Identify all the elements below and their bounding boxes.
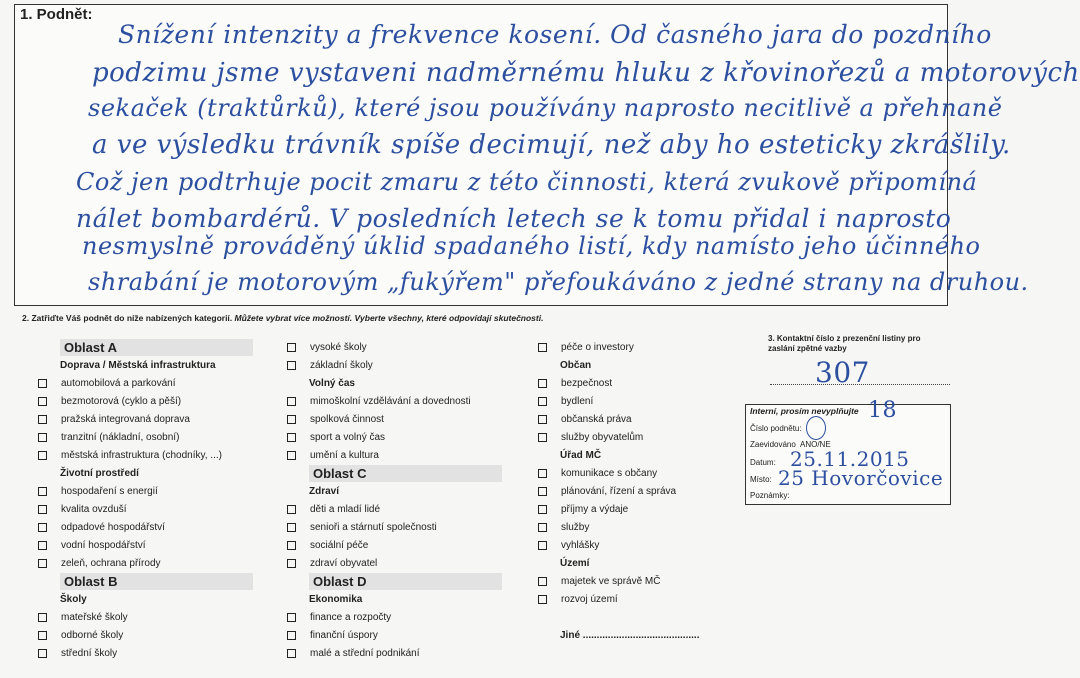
checkbox[interactable]: [287, 505, 296, 514]
zaevidovano-label: Zaevidováno: [750, 440, 796, 449]
cislo-circle: [806, 416, 826, 440]
category-label: finance a rozpočty: [310, 611, 392, 623]
checkbox[interactable]: [287, 631, 296, 640]
category-label: sociální péče: [310, 539, 369, 551]
jine-field[interactable]: Jiné ..........................................: [560, 629, 700, 641]
category-label: umění a kultura: [310, 449, 379, 461]
checkbox[interactable]: [38, 433, 47, 442]
handwriting-line: Snížení intenzity a frekvence kosení. Od časného jara do pozdního: [118, 20, 992, 49]
checkbox[interactable]: [38, 415, 47, 424]
category-label: senioři a stárnutí společnosti: [310, 521, 437, 533]
category-label: bydlení: [561, 395, 594, 407]
category-label: zdraví obyvatel: [310, 557, 378, 569]
handwriting-line: sekaček (traktůrků), které jsou používány naprosto necitlivě a přehnaně: [88, 94, 1003, 122]
checkbox[interactable]: [538, 541, 547, 550]
handwriting-line: nálet bombardérů. V posledních letech se k tomu přidal i naprosto: [76, 204, 952, 233]
category-label: sport a volný čas: [310, 431, 386, 443]
category-column-1: [38, 338, 253, 662]
misto-value: 25 Hovorčovice: [778, 466, 944, 490]
checkbox[interactable]: [287, 397, 296, 406]
area-a-heading: Oblast A: [60, 339, 253, 356]
category-label: mimoškolní vzdělávání a dovednosti: [310, 395, 471, 407]
category-label: finanční úspory: [310, 629, 378, 641]
urad-heading: Úřad MČ: [560, 449, 602, 461]
category-label: děti a mladí lidé: [310, 503, 381, 515]
checkbox[interactable]: [538, 487, 547, 496]
category-label: tranzitní (nákladní, osobní): [61, 431, 180, 443]
zdravi-heading: Zdraví: [309, 485, 340, 497]
handwriting-line: Což jen podtrhuje pocit zmaru z této činnosti, která zvukově připomíná: [76, 168, 978, 196]
category-label: péče o investory: [561, 341, 634, 353]
uzemi-heading: Území: [560, 557, 590, 569]
handwriting-line: nesmyslně prováděný úklid spadaného listí, kdy namísto jeho účinného: [82, 232, 981, 260]
podnet-title: 1. Podnět:: [20, 6, 93, 23]
category-label: spolková činnost: [310, 413, 384, 425]
ano-ne-value: ANO/NE: [800, 440, 831, 449]
datum-value: 25.11.2015: [790, 447, 910, 471]
checkbox[interactable]: [38, 379, 47, 388]
category-label: mateřské školy: [61, 611, 128, 623]
category-label: vyhlášky: [561, 539, 600, 551]
checkbox[interactable]: [38, 397, 47, 406]
checkbox[interactable]: [38, 487, 47, 496]
checkbox[interactable]: [538, 595, 547, 604]
zivotni-heading: Životní prostředí: [60, 467, 139, 479]
checkbox[interactable]: [38, 451, 47, 460]
area-c-heading: Oblast C: [309, 465, 502, 482]
category-label: vysoké školy: [310, 341, 367, 353]
category-label: majetek ve správě MČ: [561, 575, 661, 587]
category-label: odpadové hospodářství: [61, 521, 165, 533]
checkbox[interactable]: [287, 649, 296, 658]
volny-cas-heading: Volný čas: [309, 377, 355, 389]
category-label: hospodaření s energií: [61, 485, 158, 497]
category-label: kvalita ovzduší: [61, 503, 127, 515]
ekonomika-heading: Ekonomika: [309, 593, 363, 605]
checkbox[interactable]: [538, 469, 547, 478]
internal-title: Interní, prosím nevyplňujte: [750, 406, 859, 416]
checkbox[interactable]: [287, 415, 296, 424]
checkbox[interactable]: [538, 505, 547, 514]
section2-label: 2. Zatřiďte Váš podnět do níže nabízených kategorií.: [22, 313, 233, 323]
area-d-heading: Oblast D: [309, 573, 502, 590]
category-column-3: [538, 338, 699, 644]
checkbox[interactable]: [287, 559, 296, 568]
checkbox[interactable]: [38, 505, 47, 514]
category-label: rozvoj území: [561, 593, 618, 605]
category-label: plánování, řízení a správa: [561, 485, 677, 497]
category-label: automobilová a parkování: [61, 377, 176, 389]
skoly-heading: Školy: [60, 593, 87, 605]
checkbox[interactable]: [538, 415, 547, 424]
checkbox[interactable]: [538, 433, 547, 442]
category-label: základní školy: [310, 359, 373, 371]
contact-number-value: 307: [815, 356, 870, 389]
category-label: střední školy: [61, 647, 118, 659]
category-label: bezpečnost: [561, 377, 613, 389]
cislo-podnetu-label: Číslo podnětu:: [750, 424, 802, 433]
checkbox[interactable]: [38, 523, 47, 532]
category-label: vodní hospodářství: [61, 539, 146, 551]
handwriting-line: a ve výsledku trávník spíše decimují, než aby ho esteticky zkrášlily.: [92, 130, 1011, 160]
checkbox[interactable]: [538, 577, 547, 586]
checkbox[interactable]: [287, 523, 296, 532]
category-label: občanská práva: [561, 413, 632, 425]
checkbox[interactable]: [287, 433, 296, 442]
category-label: služby obyvatelům: [561, 431, 644, 443]
doprava-heading: Doprava / Městská infrastruktura: [60, 359, 216, 371]
handwriting-line: podzimu jsme vystaveni nadměrnému hluku z křovinořezů a motorových: [92, 58, 1080, 88]
checkbox[interactable]: [538, 379, 547, 388]
checkbox[interactable]: [38, 613, 47, 622]
internal-number: 18: [868, 398, 897, 423]
checkbox[interactable]: [38, 649, 47, 658]
category-label: služby: [561, 521, 590, 533]
checkbox[interactable]: [38, 631, 47, 640]
checkbox[interactable]: [38, 541, 47, 550]
category-label: komunikace s občany: [561, 467, 658, 479]
category-label: bezmotorová (cyklo a pěší): [61, 395, 182, 407]
checkbox[interactable]: [287, 613, 296, 622]
handwriting-line: shrabání je motorovým „fukýřem" přefoukáváno z jedné strany na druhou.: [88, 268, 1029, 296]
checkbox[interactable]: [287, 451, 296, 460]
checkbox[interactable]: [538, 523, 547, 532]
category-label: příjmy a výdaje: [561, 503, 629, 515]
obcan-heading: Občan: [560, 359, 592, 371]
checkbox[interactable]: [538, 397, 547, 406]
misto-label: Místo:: [750, 475, 772, 484]
datum-label: Datum:: [750, 458, 776, 467]
checkbox[interactable]: [287, 541, 296, 550]
poznamky-label: Poznámky:: [750, 491, 790, 500]
category-label: odborné školy: [61, 629, 124, 641]
contact-number-line: [770, 384, 950, 385]
checkbox[interactable]: [38, 559, 47, 568]
checkbox[interactable]: [538, 343, 547, 352]
checkbox[interactable]: [287, 361, 296, 370]
category-label: zeleň, ochrana přírody: [61, 557, 161, 569]
category-column-2: [287, 338, 502, 662]
area-b-heading: Oblast B: [60, 573, 253, 590]
category-label: městská infrastruktura (chodníky, ...): [61, 449, 222, 461]
section3-label: 3. Kontaktní číslo z prezenční listiny pro zaslání zpětné vazby: [768, 334, 921, 353]
checkbox[interactable]: [287, 343, 296, 352]
category-label: malé a střední podnikání: [310, 647, 420, 659]
section2-instruction: [22, 313, 543, 323]
section2-hint: Můžete vybrat více možností. Vyberte všechny, které odpovídají skutečnosti.: [234, 313, 544, 323]
category-label: pražská integrovaná doprava: [61, 413, 190, 425]
